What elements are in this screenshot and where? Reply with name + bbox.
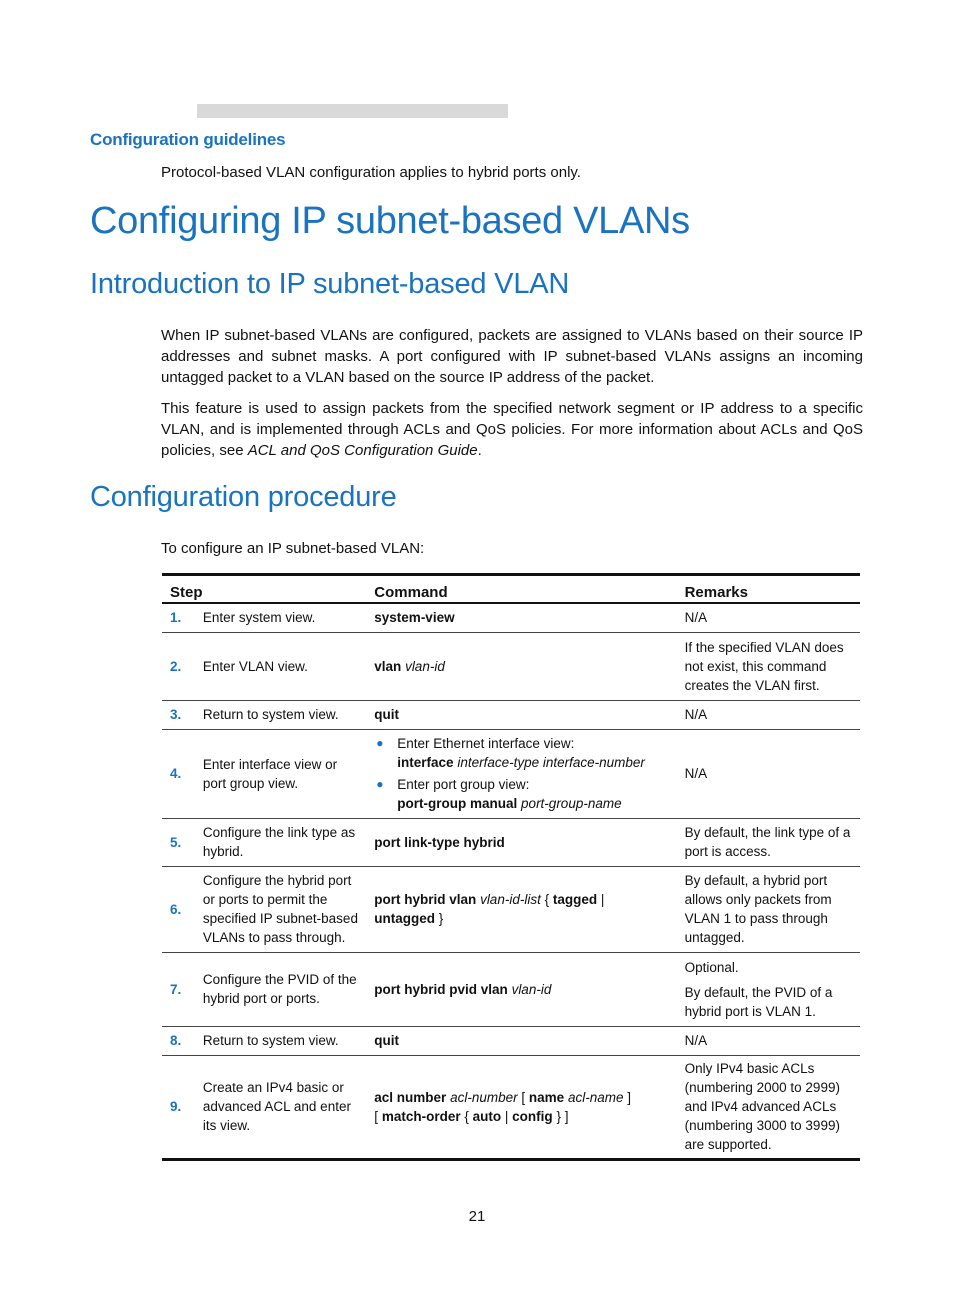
step-description: Configure the PVID of the hybrid port or ports. [195, 952, 366, 1026]
guide-reference: ACL and QoS Configuration Guide [247, 442, 478, 459]
table-header-row [162, 575, 860, 604]
step-number: 4. [162, 729, 195, 818]
table-row [162, 603, 860, 632]
step-description: Enter interface view or port group view. [195, 729, 366, 818]
bullet-icon: ● [376, 736, 384, 750]
command-argument: vlan-id [511, 981, 552, 997]
header-remarks: Remarks [677, 575, 860, 604]
step-command [366, 700, 676, 729]
command-keyword: port-group manual [397, 796, 518, 811]
step-command [366, 1026, 676, 1055]
remark-line: Optional. [684, 959, 739, 975]
step-command [366, 603, 676, 632]
step-description: Return to system view. [195, 1026, 366, 1055]
step-description: Create an IPv4 basic or advanced ACL and enter its view. [202, 1080, 351, 1133]
step-command [366, 729, 676, 818]
command-argument: vlan-id [405, 658, 445, 674]
header-step: Step [162, 575, 366, 604]
step-number: 9. [170, 1099, 182, 1114]
step-remarks: If the specified VLAN does not exist, this command creates the VLAN first. [677, 632, 860, 700]
table-row [162, 1055, 860, 1159]
option-text: Enter Ethernet interface view: [397, 736, 575, 751]
command-keyword: vlan [374, 658, 402, 674]
steps-table [162, 573, 860, 1161]
step-description: Configure the hybrid port or ports to permit the specified IP subnet-based VLANs to pass through. [195, 866, 366, 952]
command-keyword: interface [397, 755, 454, 770]
separator: | [504, 1108, 509, 1124]
bracket-open: [ [521, 1089, 526, 1105]
command-keyword: config [512, 1108, 553, 1124]
step-command [366, 632, 676, 700]
table-row [162, 866, 860, 952]
step-number: 7. [162, 952, 195, 1026]
step-number: 5. [162, 818, 195, 866]
command-keyword: port hybrid vlan [374, 892, 477, 907]
intro-paragraph-2-end: . [477, 442, 482, 459]
bracket-close: ] [627, 1089, 632, 1105]
command-argument: acl-name [567, 1089, 624, 1105]
step-remarks: By default, the link type of a port is access. [677, 818, 860, 866]
command-keyword: port hybrid pvid vlan [374, 981, 508, 997]
step-description: Enter system view. [195, 603, 366, 632]
command-options-list [374, 734, 668, 813]
brace-close: } [556, 1108, 561, 1124]
guidelines-text: Protocol-based VLAN configuration applies to hybrid ports only. [161, 164, 581, 181]
command-keyword: auto [472, 1108, 502, 1124]
step-number: 8. [162, 1026, 195, 1055]
table-row [162, 952, 860, 1026]
step-remarks: N/A [677, 1026, 860, 1055]
command-keyword: untagged [374, 911, 436, 926]
step-command [366, 866, 676, 952]
command-argument: vlan-id-list [480, 892, 541, 907]
command-argument: port-group-name [521, 796, 622, 811]
intro-heading: Introduction to IP subnet-based VLAN [90, 268, 570, 300]
option-text: Enter port group view: [397, 777, 530, 792]
section-heading-guidelines: Configuration guidelines [90, 130, 286, 149]
brace-open: { [544, 892, 550, 907]
table-row [162, 1026, 860, 1055]
intro-paragraph-1: When IP subnet-based VLANs are configured, packets are assigned to VLANs based on their source IP addresses and subnet masks. A port configured with IP subnet-based VLANs assigns an incoming untagged packet to a VLAN based on the source IP address of the packet. [161, 327, 863, 386]
step-remarks: By default, a hybrid port allows only packets from VLAN 1 to pass through untagged. [677, 866, 860, 952]
procedure-lead: To configure an IP subnet-based VLAN: [161, 540, 425, 557]
brace-open: { [464, 1108, 469, 1124]
step-description: Return to system view. [195, 700, 366, 729]
intro-paragraph-2-text: This feature is used to assign packets from the specified network segment or IP address to a specific VLAN, and is implemented through ACLs and QoS policies. For more information about ACLs and QoS policies, see [161, 400, 863, 459]
header-bar [197, 104, 508, 118]
step-command [366, 952, 676, 1026]
command-keyword: match-order [381, 1108, 461, 1124]
table-row [162, 632, 860, 700]
step-remarks: N/A [677, 700, 860, 729]
page-number: 21 [468, 1208, 486, 1225]
table-row [162, 700, 860, 729]
command-argument: acl-number [450, 1089, 518, 1105]
table-row [162, 818, 860, 866]
header-command: Command [366, 575, 676, 604]
command-keyword: system-view [374, 610, 455, 626]
separator: | [600, 892, 605, 907]
table-row [162, 729, 860, 818]
bracket-open: [ [374, 1108, 379, 1124]
step-remarks: N/A [677, 603, 860, 632]
command-keyword: quit [374, 1033, 400, 1048]
step-command [366, 818, 676, 866]
bullet-icon: ● [376, 777, 384, 791]
step-number: 3. [162, 700, 195, 729]
command-keyword: quit [374, 707, 400, 722]
command-keyword: acl number [374, 1089, 447, 1105]
step-command [366, 1055, 676, 1159]
step-remarks: Only IPv4 basic ACLs (numbering 2000 to 2999) and IPv4 advanced ACLs (numbering 3000 to 3999) are supported. [684, 1061, 840, 1152]
chapter-title: Configuring IP subnet-based VLANs [90, 200, 690, 242]
step-description: Configure the link type as hybrid. [195, 818, 366, 866]
command-keyword: name [528, 1089, 565, 1105]
procedure-heading: Configuration procedure [90, 481, 397, 513]
step-remarks: N/A [677, 729, 860, 818]
step-description: Enter VLAN view. [195, 632, 366, 700]
brace-close: } [438, 911, 444, 926]
command-argument: interface-type interface-number [457, 755, 645, 770]
command-keyword: port link-type hybrid [374, 834, 505, 850]
list-item [374, 775, 668, 813]
step-number: 6. [162, 866, 195, 952]
command-keyword: tagged [552, 892, 598, 907]
step-number: 2. [162, 632, 195, 700]
bracket-close: ] [564, 1108, 569, 1124]
list-item [374, 734, 668, 772]
intro-paragraph-2 [161, 398, 863, 461]
remark-line: By default, the PVID of a hybrid port is VLAN 1. [684, 984, 833, 1019]
step-remarks [677, 952, 860, 1026]
step-number: 1. [162, 603, 195, 632]
